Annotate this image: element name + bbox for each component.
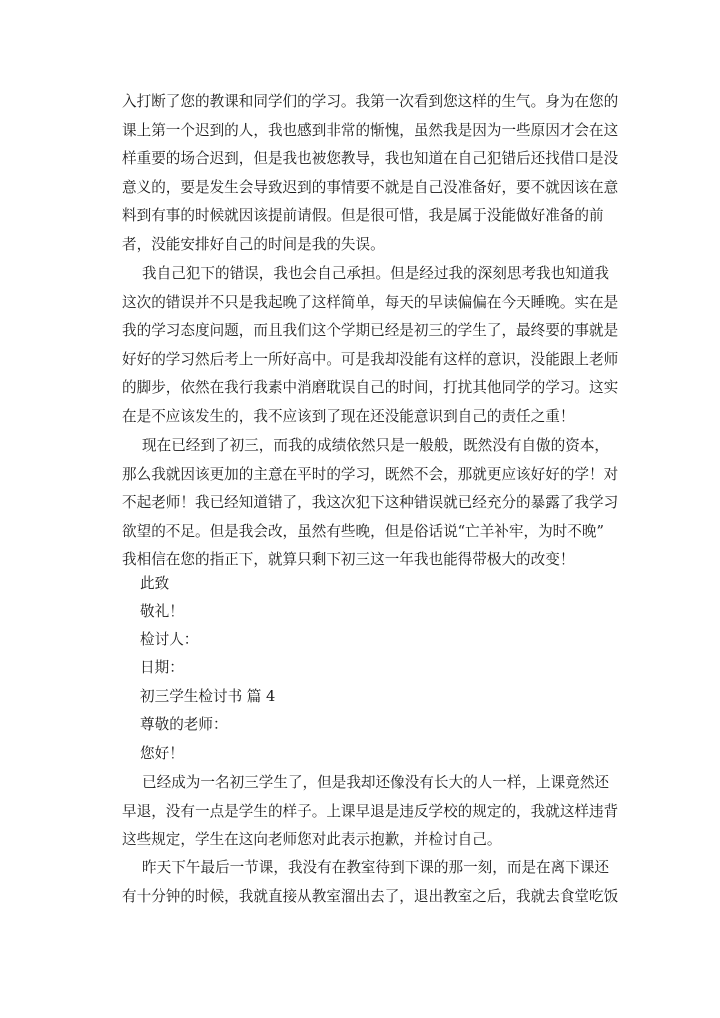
signature-label: 检讨人： <box>140 631 199 648</box>
text-line: 早退，没有一点是学生的样子。上课早退是违反学校的规定的，我就这样违背 <box>122 802 619 820</box>
greeting-hello: 您好！ <box>140 745 184 762</box>
text-line: 现在已经到了初三，而我的成绩依然只是一般般，既然没有自傲的资本， <box>142 437 610 454</box>
text-line: 者，没能安排好自己的时间是我的失误。 <box>122 235 385 253</box>
text-line: 这些规定，学生在这向老师您对此表示抱歉，并检讨自己。 <box>122 831 502 849</box>
section-heading: 初三学生检讨书 篇 4 <box>140 688 276 705</box>
text-line: 已经成为一名初三学生了，但是我却还像没有长大的人一样，上课竟然还 <box>142 774 610 791</box>
paragraph-1 <box>122 88 619 260</box>
date-label: 日期： <box>140 659 184 676</box>
text-line: 不起老师！我已经知道错了，我这次犯下这种错误就已经充分的暴露了我学习 <box>122 494 619 512</box>
text-line: 我的学习态度问题，而且我们这个学期已经是初三的学生了，最终要的事就是 <box>122 322 619 340</box>
text-line: 课上第一个迟到的人，我也感到非常的惭愧，虽然我是因为一些原因才会在这 <box>122 121 619 139</box>
paragraph-4 <box>122 769 619 855</box>
text-line: 意义的，要是发生会导致迟到的事情要不就是自己没准备好，要不就因该在意 <box>122 178 619 196</box>
text-line: 这次的错误并不只是我起晚了这样简单，每天的早读偏偏在今天睡晚。实在是 <box>122 293 619 311</box>
text-line: 的脚步，依然在我行我素中消磨耽误自己的时间，打扰其他同学的学习。这实 <box>122 379 619 397</box>
paragraph-2 <box>122 260 619 432</box>
greeting-addressee: 尊敬的老师： <box>140 716 228 733</box>
text-line: 欲望的不足。但是我会改，虽然有些晚，但是俗话说“亡羊补牢，为时不晚” <box>122 522 604 540</box>
text-line: 好好的学习然后考上一所好高中。可是我却没能有这样的意识，没能跟上老师 <box>122 350 619 368</box>
closing-salutation: 此致 <box>140 575 170 592</box>
text-line: 昨天下午最后一节课，我没有在教室待到下课的那一刻，而是在离下课还 <box>142 859 610 876</box>
text-line: 入打断了您的教课和同学们的学习。我第一次看到您这样的生气。身为在您的 <box>122 93 619 110</box>
text-line: 样重要的场合迟到，但是我也被您教导，我也知道在自己犯错后还找借口是没 <box>122 150 619 168</box>
text-line: 在是不应该发生的，我不应该到了现在还没能意识到自己的责任之重！ <box>122 407 575 425</box>
closing-respect: 敬礼！ <box>140 603 184 620</box>
text-line: 我相信在您的指正下，就算只剩下初三这一年我也能得带极大的改变！ <box>122 551 575 569</box>
paragraph-5 <box>122 854 619 911</box>
text-line: 有十分钟的时候，我就直接从教室溜出去了，退出教室之后，我就去食堂吃饭 <box>122 887 619 905</box>
text-line: 那么我就因该更加的主意在平时的学习，既然不会，那就更应该好好的学！对 <box>122 465 619 483</box>
text-line: 料到有事的时候就因该提前请假。但是很可惜，我是属于没能做好准备的前 <box>122 207 604 225</box>
text-line: 我自己犯下的错误，我也会自己承担。但是经过我的深刻思考我也知道我 <box>142 265 610 282</box>
paragraph-3 <box>122 432 619 575</box>
